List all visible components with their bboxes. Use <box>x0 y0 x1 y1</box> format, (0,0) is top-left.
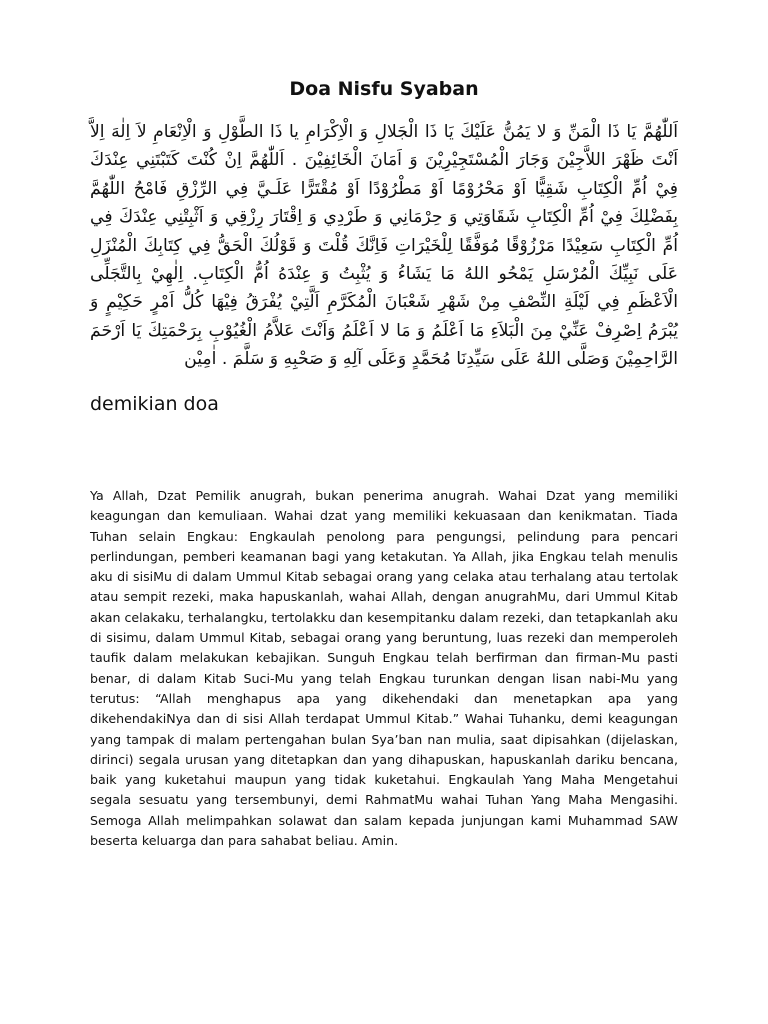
document-title: Doa Nisfu Syaban <box>289 78 479 100</box>
translation-paragraph: Ya Allah, Dzat Pemilik anugrah, bukan penerima anugrah. Wahai Dzat yang memiliki keagungan dan kemuliaan. Wahai dzat yang memiliki kekuasaan dan kenikmatan. Tiada Tuhan selain Engkau: Engkaulah penolong para pengungsi, pelindung para pencari perlindungan, pemberi keamanan bagi yang ketakutan. Ya Allah, jika Engkau telah menulis aku di sisiMu di dalam Ummul Kitab sebagai orang yang celaka atau terhalang atau tertolak atau sempit rezeki, maka hapuskanlah, wahai Allah, dengan anugrahMu, dari Ummul Kitab akan celakaku, terhalangku, tertolakku dan kesempitanku dalam rezeki, dan tetapkanlah aku di sisimu, dalam Ummul Kitab, sebagai orang yang beruntung, luas rezeki dan memperoleh taufik dalam melakukan kebajikan. Sunguh Engkau telah berfirman dan firman-Mu pasti benar, di dalam Kitab Suci-Mu yang telah Engkau turunkan dengan lisan nabi-Mu yang terutus: “Allah menghapus apa yang dikehendaki dan menetapkan apa yang dikehendakiNya dan di sisi Allah terdapat Ummul Kitab.” Wahai Tuhanku, demi keagungan yang tampak di malam pertengahan bulan Sya’ban nan mulia, saat dipisahkan (dijelaskan, dirinci) segala urusan yang ditetapkan dan yang dihapuskan, hapuskanlah dariku bencana, baik yang kuketahui maupun yang tidak kuketahui. Engkaulah Yang Maha Mengetahui segala sesuatu yang tersembunyi, demi RahmatMu wahai Tuhan Yang Maha Mengasihi. Semoga Allah melimpahkan solawat dan salam kepada junjungan kami Muhammad SAW beserta keluarga dan para sahabat beliau. Amin. <box>90 488 678 849</box>
arabic-prayer-text: اَللّٰهُمَّ يَا ذَا الْمَنِّ وَ لا يَمُنُّ عَلَيْكَ يَا ذَا الْجَلالِ وَ الْاِكْرَامِ يا ذَا الطَّوْلِ وَ الْاِنْعَامِ لاَ اِلٰهَ اِلاَّ اَنْتَ ظَهْرَ اللاَّجِيْنَ وَجَارَ الْمُسْتَجِيْرِيْنَ وَ اَمَانَ الْخَائِفِيْنَ . اَللّٰهُمَّ اِنْ كُنْتَ كَتَبْتَنِي عِنْدَكَ فِيْ اُمِّ الْكِتَابِ شَقِيًّا اَوْ مَحْرُوْمًا اَوْ مَطْرُوْدًا اَوْ مُقْتَرًّا عَلَـيَّ فِي الرِّزْقِ فَامْحُ اللّٰهُمَّ بِفَضْلِكَ فِيْ اُمِّ الْكِتَابِ شَقَاوَتِي وَ حِرْمَانِي وَ طَرْدِي وَ اِقْتَارَ رِزْقِي وَ اَثْبِتْنِي عِنْدَكَ فِي اُمِّ الْكِتَابِ سَعِيْدًا مَرْزُوْقًا مُوَفَّقًا لِلْخَيْرَاتِ فَاِنَّكَ قُلْتَ وَ قَوْلُكَ الْحَقُّ فِي كِتَابِكَ الْمُنْزَلِ عَلَى نَبِيِّكَ الْمُرْسَلِ يَمْحُو اللهُ مَا يَشَاءُ وَ يُثْبِتُ وَ عِنْدَهُ اُمُّ الْكِتَابِ. اِلٰهِيْ بِالتَّجَلِّى الْاَعْظَمِ فِي لَيْلَةِ النِّصْفِ مِنْ شَهْرِ شَعْبَانَ الْمُكَرَّمِ اَلَّتِيْ يُفْرَقُ فِيْهَا كُلُّ اَمْرٍ حَكِيْمٍ وَ يُبْرَمُ اِصْرِفْ عَنِّيْ مِنَ الْبَلاَءِ مَا اَعْلَمُ وَ مَا لا اَعْلَمُ وَاَنْتَ عَلاَّمُ الْغُيُوْبِ بِرَحْمَتِكَ يَا اَرْحَمَ الرَّاحِمِيْنَ وَصَلَّى اللهُ عَلَى سَيِّدِنَا مُحَمَّدٍ وَعَلَى آلِهِ وَ صَحْبِهِ وَ سَلَّمَ . اٰمِيْن <box>90 122 678 370</box>
subheading: demikian doa <box>90 393 219 415</box>
